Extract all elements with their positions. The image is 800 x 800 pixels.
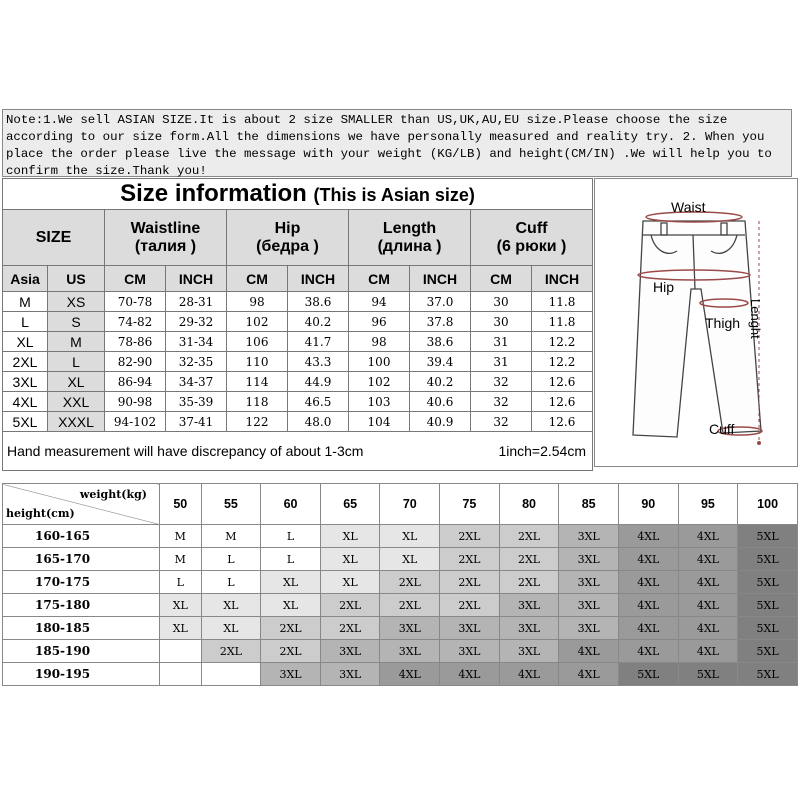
recommended-size-cell: M <box>201 525 261 548</box>
weight-header-cell: 70 <box>380 484 440 525</box>
asia-size-cell: 5XL <box>3 412 48 432</box>
weight-height-corner <box>3 484 160 525</box>
height-row <box>3 525 798 548</box>
recommended-size-cell: XL <box>160 617 202 640</box>
height-range-cell: 180-185 <box>3 617 160 640</box>
measurement-cell: 102 <box>349 372 410 392</box>
size-row <box>3 412 593 432</box>
measurement-cell: 31 <box>471 352 532 372</box>
measurement-cell: 38.6 <box>410 332 471 352</box>
recommended-size-cell: XL <box>320 525 380 548</box>
measurement-cell: 41.7 <box>288 332 349 352</box>
measurement-cell: 98 <box>227 292 288 312</box>
measurement-cell: 30 <box>471 292 532 312</box>
recommended-size-cell: 3XL <box>559 525 619 548</box>
height-row <box>3 663 798 686</box>
recommended-size-cell: 4XL <box>678 594 738 617</box>
cuff-header: Cuff (6 рюки ) <box>471 210 593 266</box>
measurement-cell: 100 <box>349 352 410 372</box>
measurement-cell: 28-31 <box>166 292 227 312</box>
recommended-size-cell: 5XL <box>738 525 798 548</box>
measurement-cell: 98 <box>349 332 410 352</box>
cm-col-header: CM <box>227 266 288 292</box>
recommended-size-cell: M <box>160 525 202 548</box>
recommended-size-cell: 3XL <box>559 594 619 617</box>
size-table-title: Size information (This is Asian size) <box>3 179 593 210</box>
cm-col-header: CM <box>349 266 410 292</box>
waist-label: Waist <box>671 199 706 215</box>
hip-label: Hip <box>653 279 675 295</box>
measurement-cell: 32 <box>471 412 532 432</box>
recommended-size-cell: 5XL <box>738 663 798 686</box>
weight-header-cell: 100 <box>738 484 798 525</box>
asia-size-cell: 3XL <box>3 372 48 392</box>
measurement-cell: 48.0 <box>288 412 349 432</box>
recommended-size-cell: 3XL <box>320 640 380 663</box>
length-header: Length (длина ) <box>349 210 471 266</box>
recommended-size-cell: 4XL <box>618 548 678 571</box>
measurement-cell: 31-34 <box>166 332 227 352</box>
measurement-cell: 37-41 <box>166 412 227 432</box>
recommended-size-cell: 4XL <box>618 571 678 594</box>
us-size-cell: XXL <box>48 392 105 412</box>
measurement-cell: 44.9 <box>288 372 349 392</box>
recommended-size-cell: 4XL <box>678 571 738 594</box>
recommended-size-cell: 3XL <box>440 617 500 640</box>
weight-header-cell: 95 <box>678 484 738 525</box>
recommended-size-cell: L <box>261 548 321 571</box>
weight-header-cell: 50 <box>160 484 202 525</box>
recommended-size-cell: 3XL <box>499 617 559 640</box>
weight-header-cell: 90 <box>618 484 678 525</box>
measurement-cell: 43.3 <box>288 352 349 372</box>
recommended-size-cell: 4XL <box>618 617 678 640</box>
measurement-cell: 90-98 <box>105 392 166 412</box>
height-range-cell: 160-165 <box>3 525 160 548</box>
hip-header: Hip (бедра ) <box>227 210 349 266</box>
recommended-size-cell: 3XL <box>559 571 619 594</box>
recommended-size-cell <box>201 663 261 686</box>
measurement-cell: 30 <box>471 312 532 332</box>
recommended-size-cell: XL <box>320 571 380 594</box>
height-row <box>3 571 798 594</box>
recommended-size-cell: 2XL <box>440 525 500 548</box>
height-range-cell: 170-175 <box>3 571 160 594</box>
recommended-size-cell: XL <box>380 548 440 571</box>
recommended-size-cell: 2XL <box>380 594 440 617</box>
height-range-cell: 165-170 <box>3 548 160 571</box>
recommended-size-cell: 3XL <box>261 663 321 686</box>
recommended-size-cell: 4XL <box>499 663 559 686</box>
measurement-cell: 37.8 <box>410 312 471 332</box>
recommended-size-cell: 2XL <box>499 525 559 548</box>
measurement-cell: 32 <box>471 372 532 392</box>
recommended-size-cell: L <box>160 571 202 594</box>
recommended-size-cell: 5XL <box>738 617 798 640</box>
weight-header-cell: 85 <box>559 484 619 525</box>
asia-size-cell: M <box>3 292 48 312</box>
us-size-cell: XS <box>48 292 105 312</box>
measurement-cell: 74-82 <box>105 312 166 332</box>
measurement-cell: 11.8 <box>532 292 593 312</box>
recommended-size-cell: 5XL <box>678 663 738 686</box>
recommended-size-cell: 4XL <box>559 663 619 686</box>
recommended-size-cell: M <box>160 548 202 571</box>
measurement-cell: 35-39 <box>166 392 227 412</box>
measurement-cell: 94 <box>349 292 410 312</box>
height-range-cell: 190-195 <box>3 663 160 686</box>
us-size-cell: XL <box>48 372 105 392</box>
weight-header-cell: 80 <box>499 484 559 525</box>
measurement-cell: 114 <box>227 372 288 392</box>
recommended-size-cell: 2XL <box>440 594 500 617</box>
inch-col-header: INCH <box>410 266 471 292</box>
thigh-label: Thigh <box>705 315 741 331</box>
measurement-cell: 11.8 <box>532 312 593 332</box>
measurement-cell: 40.2 <box>410 372 471 392</box>
recommended-size-cell: 2XL <box>261 617 321 640</box>
measurement-cell: 86-94 <box>105 372 166 392</box>
recommended-size-cell <box>160 640 202 663</box>
measurement-cell: 46.5 <box>288 392 349 412</box>
inch-col-header: INCH <box>532 266 593 292</box>
note-text: Note:1.We sell ASIAN SIZE.It is about 2 size SMALLER than US,UK,AU,EU size.Please choose the size according to our size form.All the dimensions we have personally measured and reality try. 2. When you place the order please live the message with your weight (KG/LB) and height(CM/IN) .We will help you to confirm the size.Thank you! <box>2 109 792 177</box>
measurement-cell: 12.2 <box>532 352 593 372</box>
measurement-cell: 39.4 <box>410 352 471 372</box>
measurement-cell: 40.9 <box>410 412 471 432</box>
asia-size-cell: L <box>3 312 48 332</box>
weight-header-cell: 60 <box>261 484 321 525</box>
height-row <box>3 640 798 663</box>
pants-illustration <box>595 179 797 466</box>
recommended-size-cell: 5XL <box>738 594 798 617</box>
recommended-size-cell: 3XL <box>380 617 440 640</box>
weight-header-cell: 55 <box>201 484 261 525</box>
size-information-table <box>2 178 593 471</box>
recommended-size-cell: 4XL <box>618 640 678 663</box>
measurement-cell: 122 <box>227 412 288 432</box>
asia-size-cell: XL <box>3 332 48 352</box>
size-row <box>3 372 593 392</box>
measurement-note: Hand measurement will have discrepancy of about 1-3cm <box>3 432 471 471</box>
recommended-size-cell: 2XL <box>320 617 380 640</box>
measurement-cell: 110 <box>227 352 288 372</box>
cm-col-header: CM <box>471 266 532 292</box>
recommended-size-cell: 5XL <box>738 640 798 663</box>
recommended-size-cell: 3XL <box>380 640 440 663</box>
measurement-cell: 12.6 <box>532 372 593 392</box>
recommended-size-cell: 4XL <box>678 617 738 640</box>
recommended-size-cell: 2XL <box>320 594 380 617</box>
recommended-size-cell <box>160 663 202 686</box>
recommended-size-cell: 3XL <box>559 617 619 640</box>
height-range-cell: 185-190 <box>3 640 160 663</box>
weight-header-cell: 75 <box>440 484 500 525</box>
measurement-cell: 37.0 <box>410 292 471 312</box>
inch-col-header: INCH <box>288 266 349 292</box>
recommended-size-cell: 2XL <box>499 548 559 571</box>
measurement-cell: 102 <box>227 312 288 332</box>
measurement-cell: 70-78 <box>105 292 166 312</box>
recommended-size-cell: XL <box>380 525 440 548</box>
measurement-cell: 78-86 <box>105 332 166 352</box>
recommended-size-cell: 4XL <box>678 640 738 663</box>
asia-col-header: Asia <box>3 266 48 292</box>
measurement-cell: 32 <box>471 392 532 412</box>
recommended-size-cell: 5XL <box>618 663 678 686</box>
measurement-cell: 32-35 <box>166 352 227 372</box>
size-row <box>3 292 593 312</box>
recommended-size-cell: 2XL <box>261 640 321 663</box>
recommended-size-cell: L <box>261 525 321 548</box>
inch-col-header: INCH <box>166 266 227 292</box>
us-col-header: US <box>48 266 105 292</box>
measurement-cell: 94-102 <box>105 412 166 432</box>
recommended-size-cell: 3XL <box>559 548 619 571</box>
recommended-size-cell: XL <box>320 548 380 571</box>
recommended-size-cell: 2XL <box>499 571 559 594</box>
measurement-cell: 12.6 <box>532 392 593 412</box>
recommended-size-cell: XL <box>261 571 321 594</box>
asia-size-cell: 4XL <box>3 392 48 412</box>
weight-header-cell: 65 <box>320 484 380 525</box>
recommended-size-cell: 3XL <box>499 640 559 663</box>
cuff-label: Cuff <box>709 421 735 437</box>
recommended-size-cell: 4XL <box>618 525 678 548</box>
recommended-size-cell: 4XL <box>559 640 619 663</box>
us-size-cell: M <box>48 332 105 352</box>
recommended-size-cell: 5XL <box>738 548 798 571</box>
us-size-cell: S <box>48 312 105 332</box>
recommended-size-cell: 2XL <box>201 640 261 663</box>
weight-height-chart <box>2 483 798 686</box>
recommended-size-cell: 4XL <box>678 525 738 548</box>
measurement-cell: 38.6 <box>288 292 349 312</box>
measurement-cell: 12.2 <box>532 332 593 352</box>
measurement-cell: 40.6 <box>410 392 471 412</box>
measurement-cell: 82-90 <box>105 352 166 372</box>
us-size-cell: XXXL <box>48 412 105 432</box>
recommended-size-cell: 3XL <box>320 663 380 686</box>
measurement-cell: 29-32 <box>166 312 227 332</box>
size-row <box>3 312 593 332</box>
measurement-cell: 34-37 <box>166 372 227 392</box>
recommended-size-cell: 3XL <box>499 594 559 617</box>
recommended-size-cell: 4XL <box>440 663 500 686</box>
height-axis-label: height(cm) <box>6 507 75 520</box>
size-row <box>3 352 593 372</box>
recommended-size-cell: XL <box>201 617 261 640</box>
measurement-cell: 40.2 <box>288 312 349 332</box>
measurement-cell: 12.6 <box>532 412 593 432</box>
waistline-header: Waistline (талия ) <box>105 210 227 266</box>
measurement-cell: 104 <box>349 412 410 432</box>
cm-col-header: CM <box>105 266 166 292</box>
us-size-cell: L <box>48 352 105 372</box>
length-label: Lenght <box>748 299 763 339</box>
recommended-size-cell: 4XL <box>678 548 738 571</box>
height-range-cell: 175-180 <box>3 594 160 617</box>
measurement-cell: 31 <box>471 332 532 352</box>
recommended-size-cell: 4XL <box>380 663 440 686</box>
recommended-size-cell: 2XL <box>440 548 500 571</box>
recommended-size-cell: 5XL <box>738 571 798 594</box>
height-row <box>3 548 798 571</box>
measurement-cell: 103 <box>349 392 410 412</box>
pants-measurement-diagram <box>594 178 798 467</box>
height-row <box>3 594 798 617</box>
asia-size-cell: 2XL <box>3 352 48 372</box>
recommended-size-cell: 3XL <box>440 640 500 663</box>
height-row <box>3 617 798 640</box>
weight-axis-label: weight(kg) <box>79 488 147 501</box>
measurement-cell: 106 <box>227 332 288 352</box>
recommended-size-cell: 2XL <box>440 571 500 594</box>
recommended-size-cell: L <box>201 571 261 594</box>
size-row <box>3 332 593 352</box>
measurement-cell: 118 <box>227 392 288 412</box>
measurement-cell: 96 <box>349 312 410 332</box>
inch-conversion: 1inch=2.54cm <box>471 432 593 471</box>
recommended-size-cell: XL <box>201 594 261 617</box>
recommended-size-cell: 2XL <box>380 571 440 594</box>
size-header: SIZE <box>3 210 105 266</box>
recommended-size-cell: XL <box>261 594 321 617</box>
recommended-size-cell: 4XL <box>618 594 678 617</box>
recommended-size-cell: L <box>201 548 261 571</box>
recommended-size-cell: XL <box>160 594 202 617</box>
size-row <box>3 392 593 412</box>
